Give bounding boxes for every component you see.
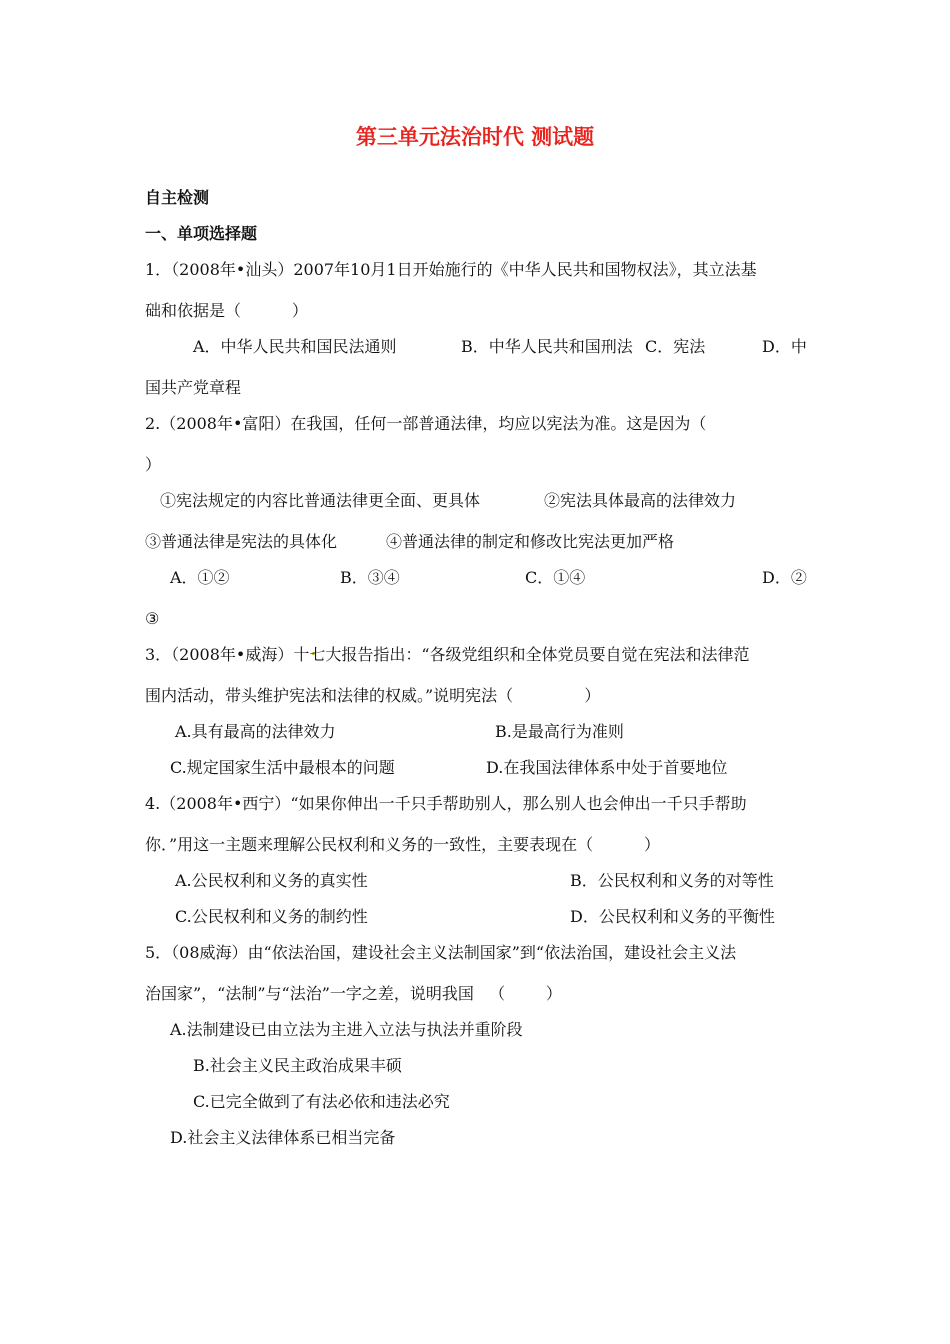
question-3-stem-line-1: 3．（2008年•威海）十七大报告指出：“各级党组织和全体党员要自觉在宪法和法律范: [145, 645, 750, 664]
question-2-statement-1: ①宪法规定的内容比普通法律更全面、更具体: [160, 491, 481, 510]
question-2-option-d-continued: ③: [145, 609, 160, 628]
question-5-option-c: C.已完全做到了有法必依和违法必究: [193, 1092, 450, 1111]
question-2-option-c: C．①④: [525, 568, 586, 587]
question-1-option-d-continued: 国共产党章程: [145, 378, 242, 397]
question-5-stem-line-2: 治国家”，“法制”与“法治”一字之差，说明我国 （ ）: [145, 984, 562, 1003]
question-2-statement-4: ④普通法律的制定和修改比宪法更加严格: [386, 532, 675, 551]
question-4-option-a: A.公民权利和义务的真实性: [175, 871, 368, 890]
question-2-statement-2: ②宪法具体最高的法律效力: [544, 491, 737, 510]
question-2-stem-line-2: ）: [145, 455, 162, 474]
question-2-option-b: B．③④: [340, 568, 400, 587]
question-5-option-a: A.法制建设已由立法为主进入立法与执法并重阶段: [170, 1020, 523, 1039]
question-4-option-b: B．公民权利和义务的对等性: [570, 871, 774, 890]
question-3-stem-line-2: 围内活动，带头维护宪法和法律的权威。”说明宪法（ ）: [145, 686, 601, 705]
question-2-option-a: A．①②: [170, 568, 230, 587]
question-2-option-d: D．②: [762, 568, 807, 587]
question-5-option-d: D.社会主义法律体系已相当完备: [170, 1128, 396, 1147]
question-3-option-a: A.具有最高的法律效力: [175, 722, 336, 741]
question-1-stem-line-2: 础和依据是（ ）: [145, 301, 308, 320]
section-heading: 自主检测: [145, 188, 210, 207]
question-2-stem-line-1: 2.（2008年•富阳）在我国，任何一部普通法律，均应以宪法为准。这是因为（: [145, 414, 707, 433]
question-3-option-c: C.规定国家生活中最根本的问题: [170, 758, 395, 777]
question-5-option-b: B.社会主义民主政治成果丰硕: [193, 1056, 402, 1075]
question-1-option-a: A．中华人民共和国民法通则: [193, 337, 397, 356]
question-4-option-c: C.公民权利和义务的制约性: [175, 907, 368, 926]
question-1-option-d: D．中: [762, 337, 807, 356]
question-4-option-d: D．公民权利和义务的平衡性: [570, 907, 775, 926]
question-1-option-c: C．宪法: [645, 337, 706, 356]
question-1-stem-line-1: 1．（2008年•汕头）2007年10月1日开始施行的《中华人民共和国物权法》，其立法基: [145, 260, 757, 279]
question-1-option-b: B．中华人民共和国刑法: [461, 337, 633, 356]
question-5-stem-line-1: 5．（08威海）由“依法治国，建设社会主义法制国家”到“依法治国，建设社会主义法: [145, 943, 737, 962]
question-3-option-d: D.在我国法律体系中处于首要地位: [486, 758, 728, 777]
part-heading: 一、单项选择题: [145, 224, 258, 243]
page-title: 第三单元法治时代 测试题: [355, 125, 595, 149]
question-4-stem-line-1: 4.（2008年•西宁）“如果你伸出一千只手帮助别人，那么别人也会伸出一千只手帮助: [145, 794, 747, 813]
question-3-option-b: B.是最高行为准则: [495, 722, 624, 741]
question-4-stem-line-2: 你．”用这一主题来理解公民权利和义务的一致性，主要表现在（ ）: [145, 835, 661, 854]
question-2-statement-3: ③普通法律是宪法的具体化: [145, 532, 338, 551]
